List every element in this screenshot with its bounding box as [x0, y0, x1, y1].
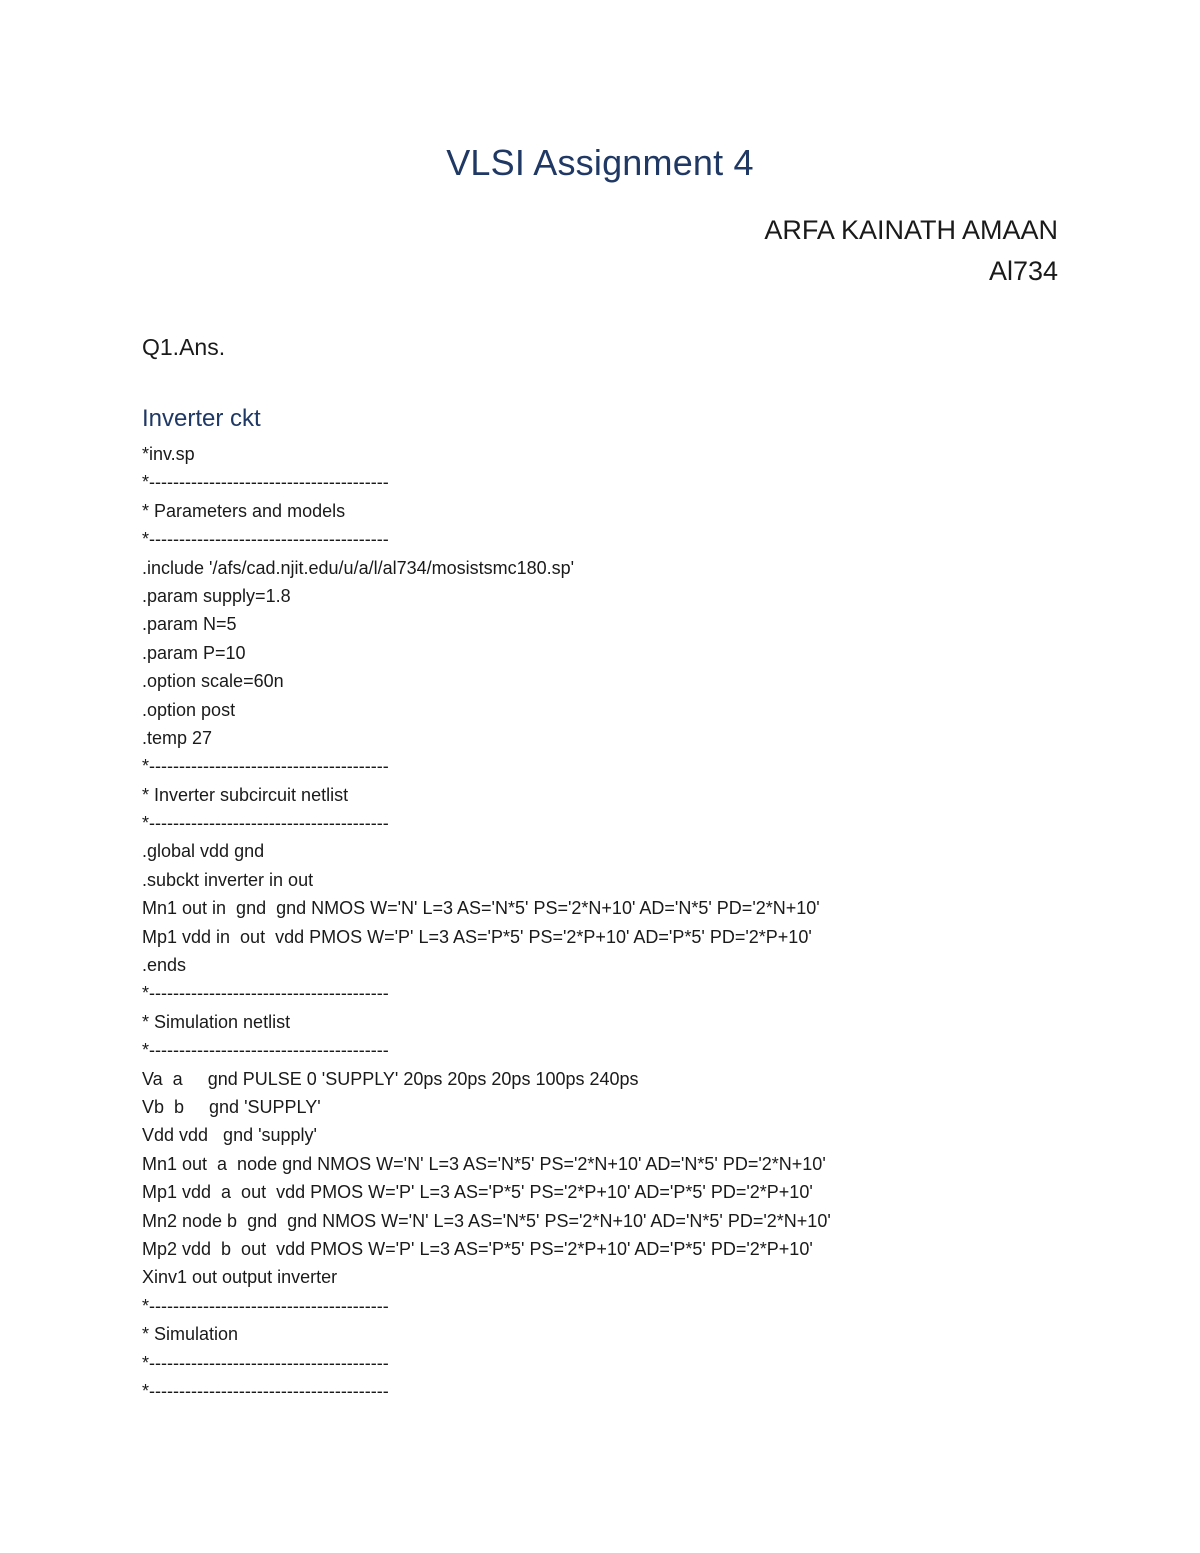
code-line: *----------------------------------------	[142, 756, 389, 777]
code-line: Mn1 out a node gnd NMOS W='N' L=3 AS='N*5' PS='2*N+10' AD='N*5' PD='2*N+10'	[142, 1153, 826, 1174]
code-line: .param N=5	[142, 614, 237, 635]
author-id: Al734	[988, 256, 1058, 286]
code-line: .global vdd gnd	[142, 841, 265, 862]
code-line: * Simulation netlist	[142, 1011, 291, 1032]
code-line: Va a gnd PULSE 0 'SUPPLY' 20ps 20ps 20ps 100ps 240ps	[142, 1068, 639, 1089]
page-title: VLSI Assignment 4	[446, 142, 754, 183]
code-listing	[142, 440, 831, 1405]
code-line: .temp 27	[142, 727, 213, 748]
code-line: Mn2 node b gnd gnd NMOS W='N' L=3 AS='N*5' PS='2*N+10' AD='N*5' PD='2*N+10'	[142, 1210, 831, 1231]
code-line: Mp1 vdd in out vdd PMOS W='P' L=3 AS='P*5' PS='2*P+10' AD='P*5' PD='2*P+10'	[142, 926, 812, 947]
code-line: *----------------------------------------	[142, 472, 389, 493]
code-line: .include '/afs/cad.njit.edu/u/a/l/al734/mosistsmc180.sp'	[142, 557, 575, 578]
code-line: .param supply=1.8	[142, 585, 291, 606]
code-line: .param P=10	[142, 642, 246, 663]
code-line: Mp1 vdd a out vdd PMOS W='P' L=3 AS='P*5' PS='2*P+10' AD='P*5' PD='2*P+10'	[142, 1182, 813, 1203]
question-label: Q1.Ans.	[142, 334, 226, 360]
code-line: * Simulation	[142, 1324, 239, 1345]
code-line: Mp2 vdd b out vdd PMOS W='P' L=3 AS='P*5' PS='2*P+10' AD='P*5' PD='2*P+10'	[142, 1238, 813, 1259]
code-line: Vdd vdd gnd 'supply'	[142, 1125, 317, 1146]
code-line: .ends	[142, 955, 187, 976]
code-line: .option post	[142, 699, 236, 720]
code-line: Xinv1 out output inverter	[142, 1267, 338, 1288]
code-line: *inv.sp	[142, 444, 195, 464]
code-line: *----------------------------------------	[142, 1380, 389, 1401]
code-line: .option scale=60n	[142, 671, 284, 692]
code-line: *----------------------------------------	[142, 529, 389, 550]
code-line: *----------------------------------------	[142, 983, 389, 1004]
code-line: * Inverter subcircuit netlist	[142, 784, 349, 805]
section-heading: Inverter ckt	[142, 405, 261, 432]
code-line: *----------------------------------------	[142, 1352, 389, 1373]
code-line: *----------------------------------------	[142, 813, 389, 834]
code-line: Mn1 out in gnd gnd NMOS W='N' L=3 AS='N*5' PS='2*N+10' AD='N*5' PD='2*N+10'	[142, 898, 820, 919]
code-line: .subckt inverter in out	[142, 869, 314, 890]
code-line: Vb b gnd 'SUPPLY'	[142, 1096, 321, 1117]
code-line: *----------------------------------------	[142, 1040, 389, 1061]
code-line: *----------------------------------------	[142, 1295, 389, 1316]
author-name: ARFA KAINATH AMAAN	[764, 215, 1058, 245]
code-line: * Parameters and models	[142, 500, 346, 521]
author-block	[764, 210, 1058, 292]
